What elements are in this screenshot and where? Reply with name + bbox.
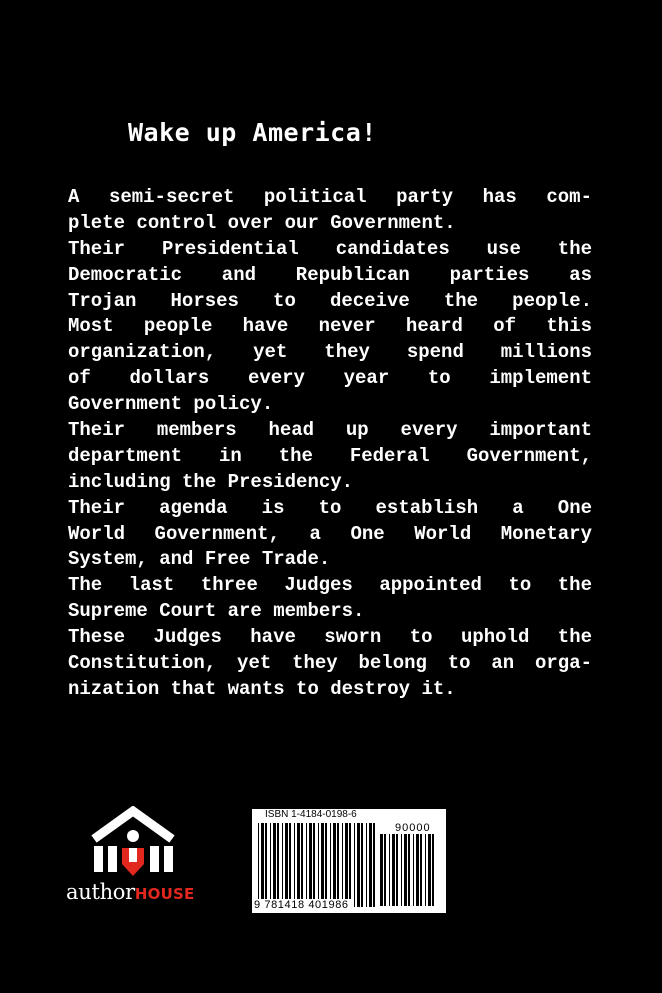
barcode-bar <box>261 823 264 907</box>
barcode-bar <box>416 834 419 906</box>
price-barcode-bars <box>380 834 436 906</box>
barcode-bar <box>282 823 283 907</box>
ean-digits-label: 9 781418 401986 <box>254 899 349 911</box>
barcode-bar <box>301 823 303 907</box>
body-line: The last three Judges appointed to the <box>68 574 592 597</box>
body-line: organization, yet they spend millions <box>68 341 592 364</box>
barcode-bar <box>366 823 367 907</box>
barcode-bar <box>309 823 312 907</box>
barcode-bar <box>357 823 360 907</box>
barcode-bar <box>294 823 295 907</box>
barcode-bar <box>337 823 339 907</box>
barcode-bar <box>265 823 267 907</box>
barcode-bar <box>289 823 291 907</box>
body-line: These Judges have sworn to uphold the <box>68 626 592 649</box>
barcode-bar <box>408 834 410 906</box>
barcode-bar <box>369 823 372 907</box>
barcode-bar <box>384 834 386 906</box>
barcode-bar <box>432 834 434 906</box>
barcode-bar <box>380 834 383 906</box>
barcode-bar <box>354 823 355 907</box>
barcode-bar <box>270 823 271 907</box>
body-line: of dollars every year to implement <box>68 367 592 390</box>
barcode-bar <box>361 823 363 907</box>
body-line: including the Presidency. <box>68 470 354 493</box>
barcode-bar <box>325 823 327 907</box>
isbn-label: ISBN 1-4184-0198-6 <box>265 809 357 820</box>
body-line: Their members head up every important <box>68 419 592 442</box>
barcode-bar <box>297 823 300 907</box>
body-line: plete control over our Government. <box>68 211 456 234</box>
barcode-bar <box>401 834 402 906</box>
body-line: Their agenda is to establish a One <box>68 496 592 519</box>
barcode-bar <box>345 823 348 907</box>
barcode-bar <box>425 834 426 906</box>
body-line: Trojan Horses to deceive the people. <box>68 289 592 312</box>
barcode-bar <box>333 823 336 907</box>
barcode-bar <box>273 823 276 907</box>
barcode-bar <box>392 834 395 906</box>
ean-barcode-bars <box>258 823 376 907</box>
barcode-bar <box>420 834 422 906</box>
barcode-bar <box>277 823 279 907</box>
barcode-bar <box>285 823 288 907</box>
page-title: Wake up America! <box>128 118 377 147</box>
body-line: nization that wants to destroy it. <box>68 677 456 700</box>
body-line: Most people have never heard of this <box>68 315 592 338</box>
barcode-bar <box>330 823 331 907</box>
barcode-bar <box>413 834 414 906</box>
body-line: Democratic and Republican parties as <box>68 263 592 286</box>
barcode <box>252 809 446 913</box>
barcode-bar <box>306 823 307 907</box>
body-line: Government policy. <box>68 393 274 416</box>
body-text <box>68 185 592 703</box>
body-line: Constitution, yet they belong to an orga- <box>68 652 592 675</box>
body-line: World Government, a One World Monetary <box>68 522 592 545</box>
barcode-bar <box>313 823 315 907</box>
barcode-bar <box>389 834 390 906</box>
body-line: A semi-secret political party has com- <box>68 186 592 208</box>
body-line: department in the Federal Government, <box>68 444 592 467</box>
body-line: Supreme Court are members. <box>68 600 365 623</box>
publisher-name: authorHOUSE <box>66 880 195 904</box>
barcode-bar <box>349 823 351 907</box>
barcode-bar <box>318 823 319 907</box>
barcode-bar <box>258 823 259 907</box>
barcode-bar <box>404 834 407 906</box>
body-line: System, and Free Trade. <box>68 548 331 571</box>
barcode-bar <box>373 823 375 907</box>
barcode-bar <box>321 823 324 907</box>
barcode-bar <box>342 823 343 907</box>
price-code-label: 90000 <box>395 822 431 834</box>
barcode-bar <box>396 834 398 906</box>
body-line: Their Presidential candidates use the <box>68 237 592 260</box>
barcode-bar <box>428 834 431 906</box>
